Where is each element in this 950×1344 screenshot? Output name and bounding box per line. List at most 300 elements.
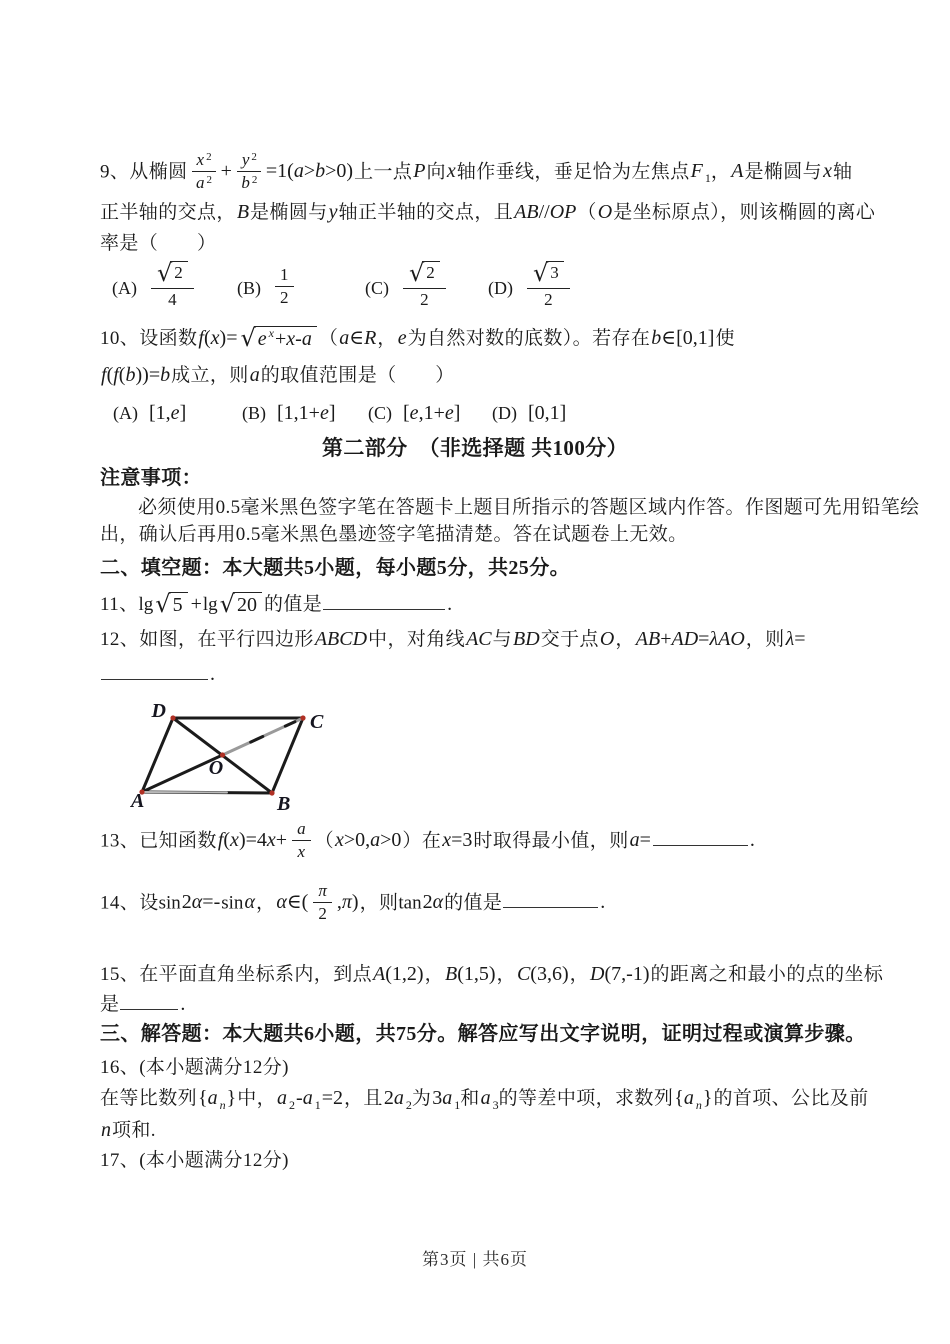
radical-icon: √ [240,323,256,352]
math-var: O [597,201,613,223]
math-var: x [442,829,452,852]
text-fragment: 13、已知函数 [100,830,217,852]
denominator [151,289,194,310]
subscript [696,1098,702,1112]
superscript: 2 [206,151,212,163]
math-var: A [718,628,731,650]
math-fragment: [e,1+e] [403,402,461,424]
text-fragment: ）在 [402,830,442,852]
math-var: A [466,628,479,650]
math-var: λ [785,628,795,650]
math-var: B [236,201,250,223]
math-var: a [277,1087,288,1109]
math-var: n [695,1098,702,1112]
fraction [192,150,216,192]
math-fragment: . [447,593,453,615]
math-fragment [101,1119,111,1141]
math-var: π [318,881,327,900]
text-fragment: 15、在平面直角坐标系内，到点 [100,964,373,985]
square-root [155,589,187,618]
math-var: A [635,628,648,650]
square-root [219,589,262,618]
math-var: a [293,160,304,183]
math-var: P [564,201,577,223]
radicand [422,261,440,283]
answer-blank [323,594,445,610]
math-var: f [217,829,224,852]
q9-options [100,261,892,315]
denominator [313,903,332,924]
math-fragment [237,201,249,223]
radicand [170,261,188,283]
math-fragment: 2α=- [181,891,221,914]
math-fragment: C(3,6) [516,963,569,985]
text-fragment: 三、解答题：本大题共6小题，共75分。解答应写出文字说明，证明过程或演算步骤。 [100,1023,866,1045]
math-var: α [276,891,287,914]
math-var: a [249,364,260,386]
math-var: x [230,829,239,852]
text-fragment: （ [314,830,334,852]
vertex-label-a: A [131,790,145,812]
math-var: f [113,364,119,386]
text-fragment: 轴作垂线，垂足恰为左焦点 [456,161,690,183]
numerator [292,819,311,841]
math-function-name: lg [138,594,154,615]
q12-line1 [100,623,880,656]
vertex-dot [300,715,305,720]
superscript: 2 [251,151,257,163]
answer-blank [120,994,178,1010]
superscript [269,326,274,340]
math-var: e [444,402,454,424]
math-fragment: B(1,5) [444,963,496,985]
math-var: x [823,160,832,183]
math-var: B [526,201,539,223]
math-fragment: + [220,160,232,183]
math-fragment: [1,e] [149,402,187,424]
math-fragment: [1,1+e] [277,402,336,424]
option-cell [112,259,237,312]
math-fragment [244,891,255,913]
q16-line2 [100,1114,880,1147]
math-fragment [481,1087,491,1109]
math-var: A [314,628,328,650]
text-fragment: 中，对角线 [368,629,466,650]
math-fragment: 3 [550,263,559,283]
subscript: 1 [314,1098,321,1112]
math-var: b [315,160,326,183]
diagonal-oc-dash [251,737,263,743]
text-fragment: （ [577,202,597,223]
text-fragment: 正半轴的交点， [100,202,236,223]
math-fragment: [0,1] [528,402,567,424]
q9-line2 [100,196,880,229]
numerator [313,881,332,903]
text-fragment: 17、(本小题满分12分) [100,1150,289,1171]
text-fragment: 轴 [832,161,853,183]
math-fragment [600,628,614,650]
text-fragment: 项和. [112,1120,156,1141]
text-fragment: 必须使用0.5毫米黑色签字笔在答题卡上题目所指示的答题区域内作答。作图题可先用铅笔绘 [138,497,920,518]
denominator [403,289,446,310]
math-var: x [266,829,276,852]
numerator [527,259,570,289]
math-var: a [480,1087,491,1109]
math-var: D [525,628,540,650]
text-fragment: 使 [715,328,735,349]
math-var: a [683,1087,694,1109]
text-fragment: 的值是 [444,892,503,914]
answer-blank [653,830,748,846]
math-fragment: -a [296,1087,313,1109]
math-var: O [599,628,615,650]
math-fragment: x=3 [442,829,473,852]
math-fragment: α∈( [276,891,309,914]
math-var: B [513,628,526,650]
math-fragment [297,819,306,838]
square-root [409,261,440,286]
text-fragment: 的取值范围是（ ） [260,365,455,386]
math-fragment: 2 [280,287,289,307]
math-fragment [241,173,250,192]
q10-options [100,397,893,429]
text-fragment: 轴正半轴的交点，且 [338,202,514,223]
q10-line1 [100,322,880,355]
text-fragment: 中， [237,1088,277,1109]
math-var: n [219,1098,226,1112]
math-fragment: f(x)= [198,327,238,349]
radical-icon: √ [409,259,425,288]
option-cell [113,397,242,429]
math-var: x [297,841,306,861]
text-fragment: ， [615,629,635,650]
option-label: (D) [488,277,513,298]
vertex-label-b: B [277,793,291,815]
math-var: n [101,1119,111,1141]
vertex-dot [269,790,274,795]
section2-title [0,432,950,465]
fraction [151,259,194,310]
text-fragment: ， [710,161,731,183]
denominator [275,287,294,308]
text-fragment: ， [255,892,276,914]
math-fragment: 20 [236,593,257,616]
math-fragment [823,160,832,182]
math-fragment: . [600,891,606,914]
math-fragment: f(f(b))=b [101,364,171,386]
vertex-label-o: O [208,757,224,779]
math-var: D [352,628,368,650]
math-fragment: 2 [544,290,553,310]
radical-icon: √ [155,589,171,618]
math-fragment [466,628,492,650]
subscript [220,1098,226,1112]
math-fragment: a= [629,829,651,852]
math-fragment: 2 [174,263,183,283]
text-fragment: 交于点 [540,629,599,650]
vertex-label-c: C [310,711,324,733]
text-fragment: 时取得最小值，则 [473,830,629,852]
math-fragment [318,881,327,900]
math-var: A [514,201,527,223]
fraction [403,259,446,310]
q9-line3 [100,228,880,260]
text-fragment: 第二部分 （非选择题 共100分） [321,436,629,460]
text-fragment: ， [424,964,444,985]
math-fragment: {a [198,1087,218,1109]
q12-figure [130,700,440,818]
math-fragment: } [702,1087,713,1109]
math-fragment: 2a [383,1087,404,1109]
text-fragment: 11、 [100,594,139,615]
radicand [546,261,564,283]
denominator [292,841,311,862]
option-cell [365,259,488,312]
option-cell [237,264,365,309]
radicand [233,592,262,618]
option-cell [242,397,368,429]
math-fragment: 5 [172,593,183,616]
text-fragment: 12、如图，在平行四边形 [100,629,314,650]
math-fragment: . [180,993,186,1015]
option-label: (A) [112,277,137,298]
fraction [292,819,311,861]
math-var: A [373,963,386,985]
math-var: a [442,1087,453,1109]
math-fragment: + [190,593,202,615]
superscript: 2 [251,173,258,186]
math-fragment: a∈R [339,327,377,349]
q17-head [100,1145,880,1177]
text-fragment: 和 [460,1088,480,1109]
q16-head [100,1052,880,1084]
math-fragment: 2 [420,290,429,310]
numerator [403,259,446,289]
math-fragment: 3a [432,1087,453,1109]
math-var: x [268,325,274,340]
option-label: (B) [237,278,261,298]
math-var: A [671,628,684,650]
radical-icon: √ [533,259,549,288]
math-fragment: {a [674,1087,694,1109]
fraction [527,259,570,310]
math-var: x [286,327,296,350]
math-var: B [647,628,661,650]
math-var: b [651,327,662,349]
math-var: e [319,402,329,424]
math-fragment: 2 [318,903,327,923]
math-fragment [298,842,306,861]
math-fragment [258,328,267,350]
q15-line2 [100,988,880,1021]
math-var: C [339,628,353,650]
text-fragment: 是椭圆与 [250,202,328,223]
text-fragment: 的等差中项，求数列 [498,1088,674,1109]
text-fragment: 上一点 [354,161,413,183]
text-fragment: ， [496,964,516,985]
math-var: e [409,402,419,424]
math-var: a [302,1087,313,1109]
fraction [313,881,332,923]
math-var: a [393,1087,404,1109]
math-fragment: . [749,829,755,852]
scan-artifact-line [142,792,227,793]
math-fragment: AB//OP [514,201,577,223]
text-fragment: ，则 [745,629,785,650]
math-fragment [196,173,205,192]
text-fragment: ，则 [359,892,399,914]
option-label: (A) [113,403,138,423]
math-fragment [691,160,703,182]
q9-line1 [100,152,880,194]
math-var: x [196,150,205,169]
square-root [240,323,316,352]
math-var: A [731,160,744,183]
math-fragment [447,160,456,182]
math-function-name: sin [221,892,244,914]
text-fragment: 成立，则 [171,365,249,386]
text-fragment: 为 [411,1088,432,1109]
math-fragment [197,150,205,169]
math-var: C [478,628,492,650]
math-fragment: f(x)=4x+ [217,829,288,852]
math-var: α [191,891,203,914]
text-fragment: 的值是 [263,594,323,615]
numerator [275,265,294,287]
vertex-dot [170,715,175,720]
q15-line1 [100,958,884,991]
math-fragment [250,364,260,386]
math-var: a [301,327,312,350]
math-var: a [207,1087,218,1109]
math-function-name: sin [158,892,181,914]
math-fragment [277,1087,287,1109]
math-fragment: +x-a [275,327,312,350]
math-var: b [125,364,136,386]
option-label: (C) [365,277,389,298]
parallelogram-svg [130,700,440,818]
math-fragment [315,628,367,650]
numerator [151,259,194,289]
math-var: a [339,327,350,349]
subscript: 1 [454,1098,461,1112]
text-fragment: 的首项、公比及前 [713,1088,869,1109]
radicand [169,592,188,618]
math-fragment [329,201,338,223]
text-fragment: 在等比数列 [100,1088,198,1109]
math-fragment: 4 [168,290,177,310]
text-fragment: （ [318,328,339,349]
math-var: a [629,829,640,852]
math-fragment [242,150,250,169]
diagonal-oc-dash [285,722,295,726]
text-fragment: 二、填空题：本大题共5小题，每小题5分，共25分。 [100,557,570,579]
subscript: 2 [405,1098,412,1112]
math-var: λ [709,628,719,650]
q12-line2 [100,658,880,691]
math-fragment: } [226,1087,237,1109]
math-fragment [398,327,407,349]
q11 [100,588,880,621]
math-var: O [730,628,745,650]
text-fragment: 出，确认后再用0.5毫米黑色墨迹签字笔描清楚。答在试题卷上无效。 [100,524,688,545]
subscript: 1 [704,171,711,186]
math-function-name: lg [202,594,218,615]
numerator [192,150,216,172]
math-var: π [341,891,352,914]
math-fragment: AB+AD=λAO [635,628,745,650]
math-fragment: =1(a>b>0) [265,160,354,183]
math-var: α [244,891,255,914]
subscript: 3 [492,1098,499,1112]
text-fragment: 9、从椭圆 [100,161,188,183]
math-var: R [364,327,377,349]
numerator [237,150,261,172]
fraction [237,150,261,192]
text-fragment: ， [377,328,397,349]
math-var: b [241,172,250,192]
option-label: (D) [492,403,517,423]
math-fragment: b∈[0,1] [651,327,715,349]
math-fragment: x>0,a>0 [334,829,402,852]
math-var: e [170,402,180,424]
subscript: 2 [289,1098,296,1112]
math-fragment: λ= [785,628,806,650]
math-var: x [334,829,344,852]
text-fragment: 为自然对数的底数）。若存在 [407,328,651,349]
option-cell [368,397,492,429]
text-fragment: 与 [492,629,513,650]
text-fragment: 注意事项： [100,467,202,489]
notice-line2 [100,519,880,551]
sec3-heading [100,1018,880,1050]
text-fragment: 10、设函数 [100,328,198,349]
square-root [533,261,564,286]
math-fragment: D(7,-1) [590,963,650,985]
radicand [254,326,317,352]
denominator [237,172,261,193]
math-fragment: . [210,663,215,685]
math-fragment: A(1,2) [373,963,424,985]
q16-line1 [100,1082,880,1116]
math-var: D [683,628,699,650]
math-fragment [513,628,540,650]
math-var: a [297,819,306,838]
text-fragment: 14、设 [100,892,159,914]
math-var: a [196,172,205,192]
math-var: f [101,364,107,386]
math-var: b [160,364,171,386]
math-var: P [413,160,426,183]
q13 [100,821,880,863]
text-fragment: 率是（ ） [100,233,217,254]
notice-title [100,462,880,494]
q10-line2 [100,359,880,392]
math-fragment [413,160,425,182]
text-fragment: 的距离之和最小的点的坐标 [650,964,884,985]
math-var: C [516,963,531,985]
text-fragment: 是椭圆与 [744,161,823,183]
denominator [192,172,216,193]
math-var: y [241,150,250,169]
math-var: D [590,963,605,985]
denominator [527,289,570,310]
answer-blank [101,664,208,680]
math-fragment: 2 [426,263,435,283]
fraction [275,265,294,307]
square-root [157,261,188,286]
math-var: y [328,201,338,223]
